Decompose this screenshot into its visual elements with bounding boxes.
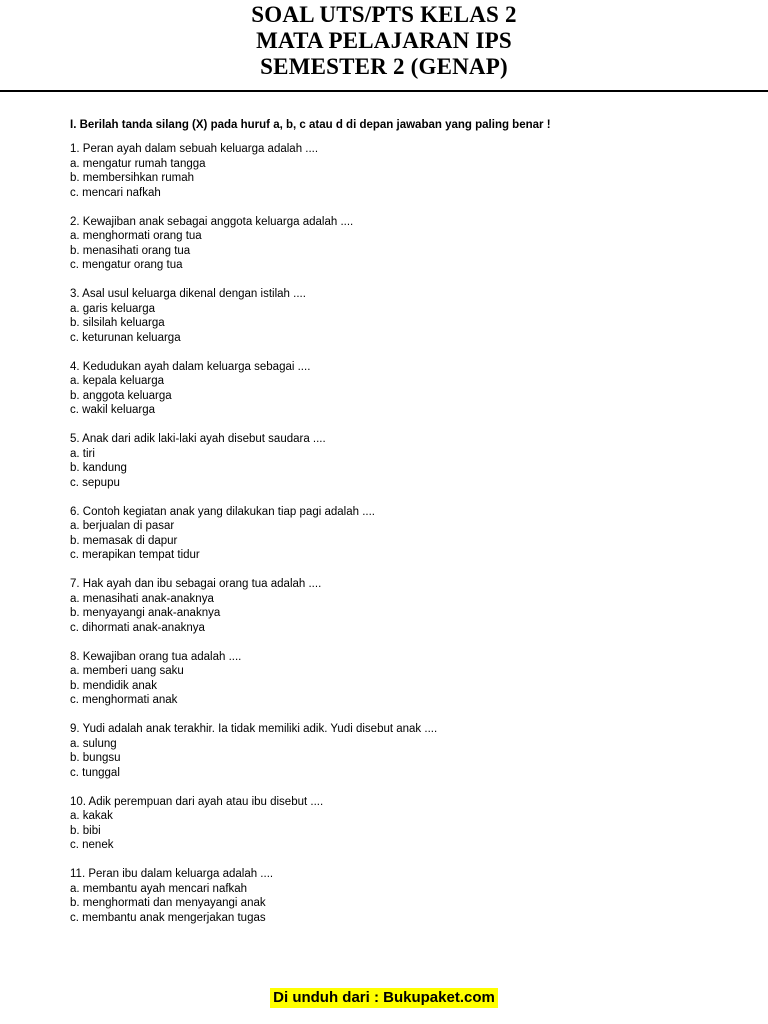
question-item [70, 722, 710, 780]
answer-option: b. silsilah keluarga [70, 317, 165, 329]
header-title-line-1: SOAL UTS/PTS KELAS 2 [251, 2, 517, 27]
question-item [70, 505, 710, 563]
answer-option: a. memberi uang saku [70, 665, 184, 677]
header-title-line-3: SEMESTER 2 (GENAP) [260, 54, 508, 79]
question-text: 11. Peran ibu dalam keluarga adalah .... [70, 868, 274, 880]
answer-option: c. tunggal [70, 766, 120, 779]
answer-option: a. membantu ayah mencari nafkah [70, 882, 248, 895]
question-item [70, 867, 710, 925]
question-item [70, 577, 710, 635]
document-header [0, 0, 768, 80]
question-list [70, 142, 710, 940]
header-title-line-2: MATA PELAJARAN IPS [256, 28, 512, 53]
answer-option: a. garis keluarga [70, 302, 156, 315]
download-source-link[interactable]: Di unduh dari : Bukupaket.com [270, 988, 498, 1008]
question-text: 3. Asal usul keluarga dikenal dengan istilah .... [70, 288, 306, 300]
answer-option: a. tiri [70, 447, 95, 460]
answer-option: b. membersihkan rumah [70, 172, 194, 184]
question-text: 4. Kedudukan ayah dalam keluarga sebagai .... [70, 360, 311, 373]
answer-option: a. menghormati orang tua [70, 230, 202, 242]
answer-option: b. kandung [70, 462, 127, 474]
answer-option: a. menasihati anak-anaknya [70, 592, 214, 605]
question-text: 6. Contoh kegiatan anak yang dilakukan tiap pagi adalah .... [70, 505, 375, 518]
answer-option: c. menghormati anak [70, 694, 178, 706]
question-text: 7. Hak ayah dan ibu sebagai orang tua adalah .... [70, 578, 322, 590]
question-item [70, 287, 710, 345]
question-text: 8. Kewajiban orang tua adalah .... [70, 650, 242, 663]
answer-option: c. mengatur orang tua [70, 259, 183, 271]
question-text: 10. Adik perempuan dari ayah atau ibu disebut .... [70, 795, 324, 808]
question-item [70, 360, 710, 418]
answer-option: a. kakak [70, 810, 113, 822]
answer-option: b. menyayangi anak-anaknya [70, 607, 221, 619]
answer-option: c. wakil keluarga [70, 404, 156, 416]
answer-option: a. sulung [70, 737, 117, 750]
header-divider [0, 90, 768, 92]
question-text: 1. Peran ayah dalam sebuah keluarga adalah .... [70, 143, 319, 155]
answer-option: a. berjualan di pasar [70, 520, 175, 532]
question-text: 5. Anak dari adik laki-laki ayah disebut saudara .... [70, 433, 326, 445]
question-item [70, 650, 710, 708]
answer-option: b. mendidik anak [70, 679, 157, 692]
answer-option: b. menasihati orang tua [70, 244, 191, 257]
answer-option: c. dihormati anak-anaknya [70, 621, 205, 634]
instruction-text: I. Berilah tanda silang (X) pada huruf a, b, c atau d di depan jawaban yang paling benar ! [70, 119, 551, 131]
answer-option: b. bibi [70, 824, 101, 837]
answer-option: a. mengatur rumah tangga [70, 157, 206, 170]
question-item [70, 795, 710, 853]
answer-option: c. membantu anak mengerjakan tugas [70, 911, 266, 924]
answer-option: a. kepala keluarga [70, 375, 164, 387]
answer-option: b. anggota keluarga [70, 389, 172, 402]
question-text: 9. Yudi adalah anak terakhir. Ia tidak memiliki adik. Yudi disebut anak .... [70, 723, 438, 735]
answer-option: c. merapikan tempat tidur [70, 549, 200, 561]
answer-option: c. keturunan keluarga [70, 331, 181, 344]
answer-option: c. nenek [70, 839, 114, 851]
question-text: 2. Kewajiban anak sebagai anggota keluarga adalah .... [70, 215, 354, 228]
download-source-footer [0, 988, 768, 1008]
answer-option: b. memasak di dapur [70, 534, 178, 547]
answer-option: b. bungsu [70, 752, 121, 764]
answer-option: c. mencari nafkah [70, 186, 161, 199]
question-item [70, 215, 710, 273]
question-item [70, 432, 710, 490]
answer-option: c. sepupu [70, 476, 120, 489]
question-item [70, 142, 710, 200]
answer-option: b. menghormati dan menyayangi anak [70, 897, 266, 909]
